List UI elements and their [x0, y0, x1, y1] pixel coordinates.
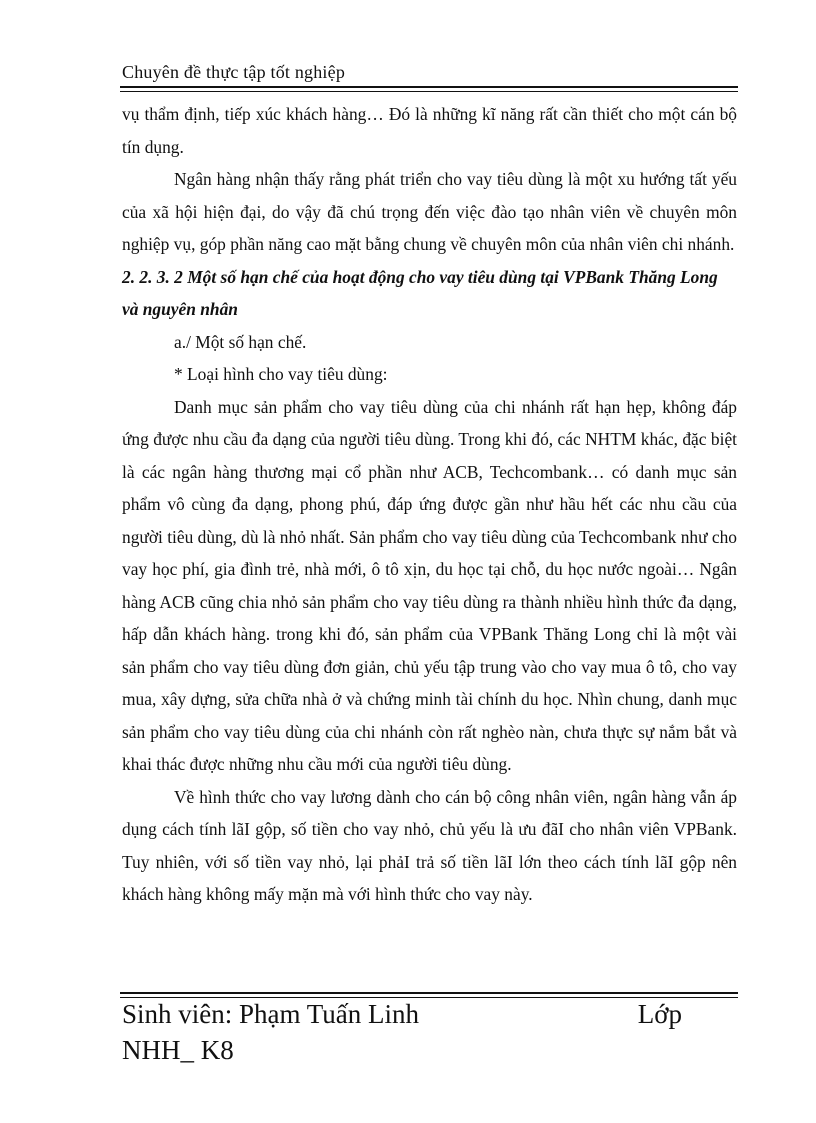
subheading-a: a./ Một số hạn chế.: [174, 331, 307, 352]
document-body: [122, 98, 737, 911]
page-footer: [122, 996, 682, 1068]
page-header-title: Chuyên đề thực tập tốt nghiệp: [122, 62, 346, 82]
section-heading: 2. 2. 3. 2 Một số hạn chế của hoạt động cho vay tiêu dùng tại VPBank Thăng Long và nguyên nhân: [122, 266, 718, 319]
header-rule-thick: [120, 86, 738, 88]
header-rule-thin: [120, 91, 738, 92]
footer-student: Sinh viên: Phạm Tuấn Linh: [122, 999, 420, 1029]
paragraph: Ngân hàng nhận thấy rằng phát triển cho vay tiêu dùng là một xu hướng tất yếu của xã hội hiện đại, do vậy đã chú trọng đến việc đào tạo nhân viên về chuyên môn nghiệp vụ, góp phần năng cao mặt bằng chung về chuyên môn của nhân viên chi nhánh.: [122, 169, 737, 254]
paragraph: vụ thẩm định, tiếp xúc khách hàng… Đó là những kĩ năng rất cần thiết cho một cán bộ tín dụng.: [122, 104, 737, 157]
footer-rule-thick: [120, 992, 738, 994]
subheading-b: * Loại hình cho vay tiêu dùng:: [174, 364, 388, 384]
paragraph: Về hình thức cho vay lương dành cho cán bộ công nhân viên, ngân hàng vẫn áp dụng cách tính lãI gộp, số tiền cho vay nhỏ, chủ yếu là ưu đãI cho nhân viên VPBank. Tuy nhiên, với số tiền vay nhỏ, lại phảI trả số tiền lãI lớn theo cách tính lãI gộp nên khách hàng không mấy mặn mà với hình thức cho vay này.: [122, 786, 737, 904]
footer-class-value: NHH_ K8: [122, 1035, 234, 1065]
paragraph: Danh mục sản phẩm cho vay tiêu dùng của chi nhánh rất hạn hẹp, không đáp ứng được nhu cầu đa dạng của người tiêu dùng. Trong khi đó, các NHTM khác, đặc biệt là các ngân hàng thương mại cổ phần như ACB, Techcombank… có danh mục sản phẩm vô cùng đa dạng, phong phú, đáp ứng được gần như hầu hết các nhu cầu của người tiêu dùng, dù là nhỏ nhất. Sản phẩm cho vay tiêu dùng của Techcombank như cho vay học phí, gia đình trẻ, nhà mới, ô tô xịn, du học tại chỗ, du học nước ngoài… Ngân hàng ACB cũng chia nhỏ sản phẩm cho vay tiêu dùng ra thành nhiều hình thức đa dạng, hấp dẫn khách hàng. trong khi đó, sản phẩm của VPBank Thăng Long chỉ là một vài sản phẩm cho vay tiêu dùng đơn giản, chủ yếu tập trung vào cho vay mua ô tô, cho vay mua, xây dựng, sửa chữa nhà ở và chứng minh tài chính du học. Nhìn chung, danh mục sản phẩm cho vay tiêu dùng của chi nhánh còn rất nghèo nàn, chưa thực sự nắm bắt và khai thác được những nhu cầu mới của người tiêu dùng.: [122, 396, 737, 774]
footer-class-label: Lớp: [637, 999, 682, 1029]
